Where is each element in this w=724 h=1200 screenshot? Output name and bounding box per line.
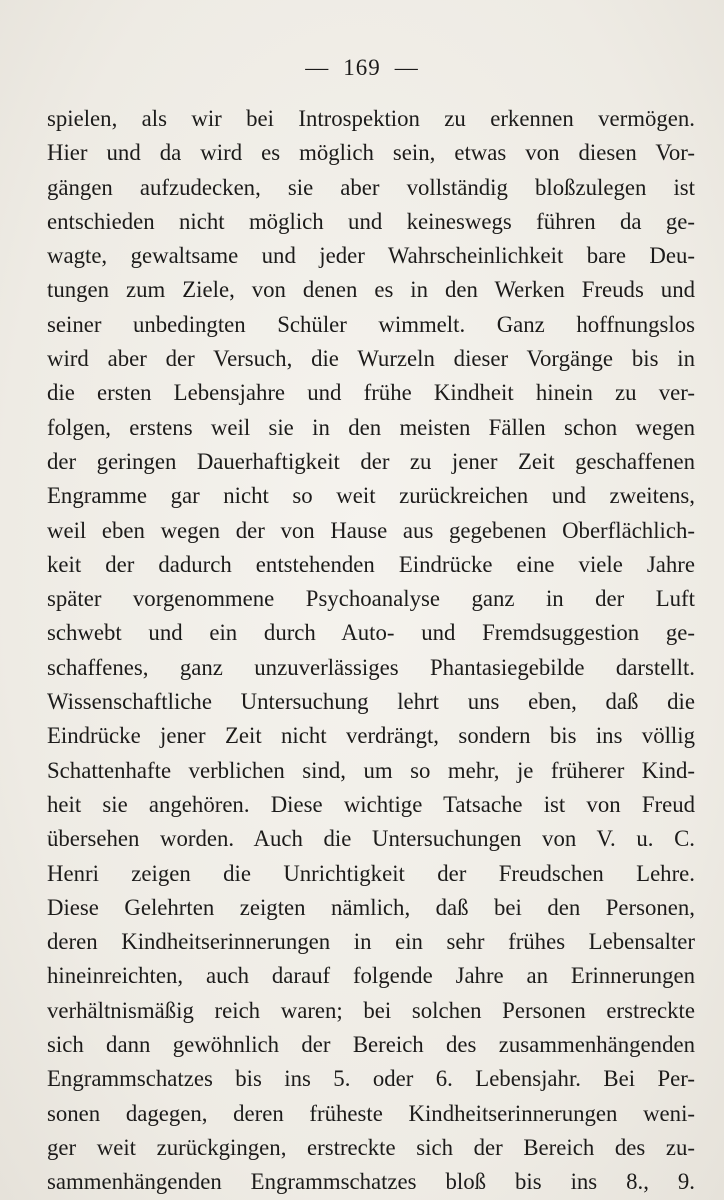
text-line: die ersten Lebensjahre und frühe Kindheit hinein zu ver- [47,380,695,406]
text-line: Engramme gar nicht so weit zurückreichen und zweitens, [47,483,695,509]
page-number-dash-left: — [305,55,330,80]
text-line: deren Kindheitserinnerungen in ein sehr frühes Lebensalter [47,929,695,955]
text-line: seiner unbedingten Schüler wimmelt. Ganz hoffnungslos [47,311,695,337]
text-line: heit sie angehören. Diese wichtige Tatsache ist von Freud [47,791,695,817]
text-line: später vorgenommene Psychoanalyse ganz in der Luft [47,586,695,612]
text-line: Hier und da wird es möglich sein, etwas von diesen Vor- [47,140,695,166]
text-line: ger weit zurückgingen, erstreckte sich der Bereich des zu- [47,1134,695,1160]
text-line: wagte, gewaltsame und jeder Wahrscheinlichkeit bare Deu- [47,243,695,269]
text-line: Diese Gelehrten zeigten nämlich, daß bei den Personen, [47,894,695,920]
text-line: entschieden nicht möglich und keineswegs führen da ge- [47,208,695,234]
text-line: keit der dadurch entstehenden Eindrücke eine viele Jahre [47,551,695,577]
text-line: folgen, erstens weil sie in den meisten Fällen schon wegen [47,414,695,440]
text-line: wird aber der Versuch, die Wurzeln dieser Vorgänge bis in [47,346,695,372]
page-number-header [0,55,724,81]
page-number: 169 [343,55,381,80]
text-line: spielen, als wir bei Introspektion zu erkennen vermögen. [47,106,695,131]
text-line: schwebt und ein durch Auto- und Fremdsuggestion ge- [47,620,695,646]
text-line: schaffenes, ganz unzuverlässiges Phantasiegebilde darstellt. [47,654,695,680]
text-line: Engrammschatzes bis ins 5. oder 6. Lebensjahr. Bei Per- [47,1066,695,1092]
text-line: tungen zum Ziele, von denen es in den Werken Freuds und [47,277,695,303]
text-line: der geringen Dauerhaftigkeit der zu jener Zeit geschaffenen [47,448,695,474]
text-line: Eindrücke jener Zeit nicht verdrängt, sondern bis ins völlig [47,723,695,749]
text-line: verhältnismäßig reich waren; bei solchen Personen erstreckte [47,997,695,1023]
text-line: hineinreichten, auch darauf folgende Jahre an Erinnerungen [47,963,695,989]
text-line: sammenhängenden Engrammschatzes bloß bis ins 8., 9. [47,1169,695,1195]
page-number-dash-right: — [394,55,419,80]
text-line: sonen dagegen, deren früheste Kindheitserinnerungen weni- [47,1100,695,1126]
text-line: Wissenschaftliche Untersuchung lehrt uns eben, daß die [47,689,695,715]
text-line: weil eben wegen der von Hause aus gegebenen Oberflächlich- [47,517,695,543]
text-line: Schattenhafte verblichen sind, um so mehr, je früherer Kind- [47,757,695,783]
text-line: übersehen worden. Auch die Untersuchungen von V. u. C. [47,826,695,852]
text-line: gängen aufzudecken, sie aber vollständig bloßzulegen ist [47,174,695,200]
text-line: Henri zeigen die Unrichtigkeit der Freudschen Lehre. [47,860,695,886]
body-text [47,102,695,1200]
text-line: sich dann gewöhnlich der Bereich des zusammenhängenden [47,1032,695,1058]
